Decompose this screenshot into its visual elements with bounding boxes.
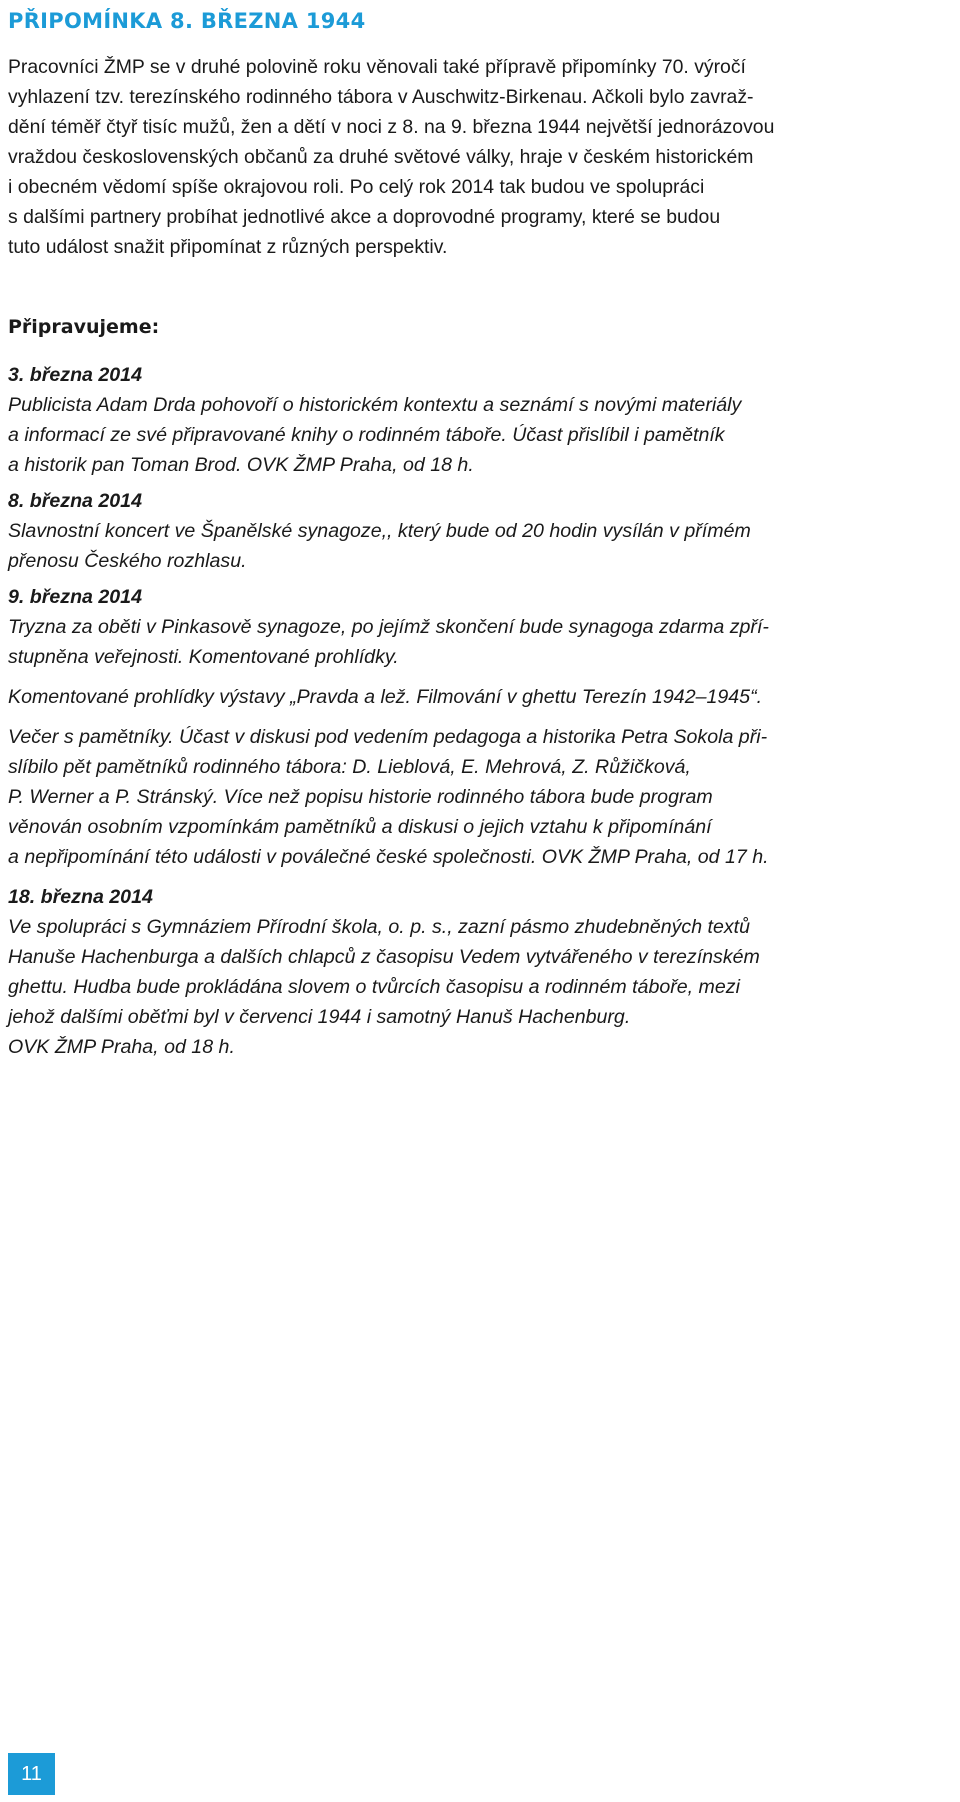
event-description-line: Hanuše Hachenburga a dalších chlapců z časopisu Vedem vytvářeného v terezínském: [8, 946, 760, 968]
intro-line: Pracovníci ŽMP se v druhé polovině roku věnovali také přípravě připomínky 70. výročí: [8, 56, 746, 78]
event-witness-evening-line: P. Werner a P. Stránský. Více než popisu historie rodinného tábora bude program: [8, 786, 713, 808]
intro-line: vyhlazení tzv. terezínského rodinného tábora v Auschwitz-Birkenau. Ačkoli bylo zavraž-: [8, 86, 754, 108]
event-item: [8, 582, 952, 872]
event-description-line: Slavnostní koncert ve Španělské synagoze,, který bude od 20 hodin vysílán v přímém: [8, 520, 751, 542]
event-date: 18. března 2014: [8, 886, 153, 908]
event-witness-evening-line: Večer s pamětníky. Účast v diskusi pod vedením pedagoga a historika Petra Sokola při-: [8, 726, 768, 748]
event-description-line: a informací ze své připravované knihy o rodinném táboře. Účast přislíbil i pamětník: [8, 424, 725, 446]
event-list: [8, 360, 952, 1062]
event-date: 9. března 2014: [8, 586, 142, 608]
event-witness-evening-line: a nepřipomínání této události v poválečné české společnosti. OVK ŽMP Praha, od 17 h.: [8, 846, 769, 868]
intro-line: vraždou československých občanů za druhé světové války, hraje v českém historickém: [8, 146, 754, 168]
event-witness-evening-line: věnován osobním vzpomínkám pamětníků a diskusi o jejich vztahu k připomínání: [8, 816, 712, 838]
event-description-line: Ve spolupráci s Gymnáziem Přírodní škola, o. p. s., zazní pásmo zhudebněných textů: [8, 916, 751, 938]
intro-line: i obecném vědomí spíše okrajovou roli. Po celý rok 2014 tak budou ve spolupráci: [8, 176, 705, 198]
page-number: 11: [8, 1753, 55, 1795]
event-date: 3. března 2014: [8, 364, 142, 386]
event-description-line: stupněna veřejnosti. Komentované prohlídky.: [8, 646, 399, 668]
event-witness-evening-line: slíbilo pět pamětníků rodinného tábora: D. Lieblová, E. Mehrová, Z. Růžičková,: [8, 756, 691, 778]
intro-line: s dalšími partnery probíhat jednotlivé akce a doprovodné programy, které se budou: [8, 206, 721, 228]
event-exhibition-tour-line: Komentované prohlídky výstavy „Pravda a lež. Filmování v ghettu Terezín 1942–1945“.: [8, 686, 763, 708]
section-heading-upcoming: Připravujeme:: [8, 316, 160, 338]
intro-paragraph: [8, 52, 952, 262]
event-description-line: Tryzna za oběti v Pinkasově synagoze, po jejímž skončení bude synagoga zdarma zpří-: [8, 616, 769, 638]
event-item: [8, 360, 952, 480]
event-description-line: OVK ŽMP Praha, od 18 h.: [8, 1036, 235, 1058]
event-description-line: jehož dalšími oběťmi byl v červenci 1944 i samotný Hanuš Hachenburg.: [8, 1006, 631, 1028]
event-description-line: ghettu. Hudba bude prokládána slovem o tvůrcích časopisu a rodinném táboře, mezi: [8, 976, 740, 998]
event-date: 8. března 2014: [8, 490, 142, 512]
event-description-line: Publicista Adam Drda pohovoří o historickém kontextu a seznámí s novými materiály: [8, 394, 742, 416]
event-description-line: a historik pan Toman Brod. OVK ŽMP Praha, od 18 h.: [8, 454, 474, 476]
event-description-line: přenosu Českého rozhlasu.: [8, 550, 247, 572]
intro-line: tuto událost snažit připomínat z různých perspektiv.: [8, 236, 448, 258]
page-title: PŘIPOMÍNKA 8. BŘEZNA 1944: [8, 9, 366, 33]
event-item: [8, 882, 952, 1062]
intro-line: dění téměř čtyř tisíc mužů, žen a dětí v noci z 8. na 9. března 1944 největší jednorázovou: [8, 116, 775, 138]
event-item: [8, 486, 952, 576]
